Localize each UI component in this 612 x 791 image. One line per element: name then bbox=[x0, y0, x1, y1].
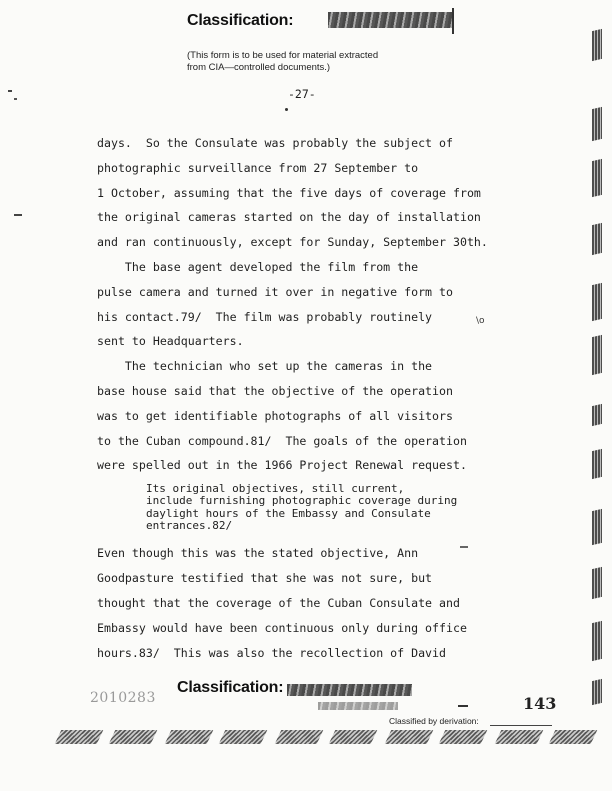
binding-mark bbox=[165, 730, 214, 744]
footer-classification-label: Classification: bbox=[177, 679, 284, 696]
text-line: Goodpasture testified that she was not sure, but bbox=[97, 571, 433, 585]
binding-mark bbox=[592, 159, 602, 197]
text-line: Its original objectives, still current, bbox=[146, 482, 405, 495]
binding-mark bbox=[55, 730, 104, 744]
text-line: Embassy would have been continuous only during office bbox=[97, 621, 467, 635]
form-note bbox=[187, 50, 378, 74]
text-line: photographic surveillance from 27 September to bbox=[97, 160, 419, 175]
stray-dot bbox=[285, 108, 288, 111]
binding-mark bbox=[592, 404, 602, 426]
text-line: pulse camera and turned it over in negative form to bbox=[97, 284, 453, 299]
binding-mark bbox=[592, 449, 602, 479]
form-note-line-2: from CIA—controlled documents.) bbox=[187, 62, 331, 73]
binding-mark bbox=[592, 223, 602, 255]
text-line: was to get identifiable photographs of all visitors bbox=[97, 408, 453, 423]
binding-mark bbox=[495, 730, 544, 744]
header-classification-label: Classification: bbox=[187, 12, 294, 29]
binding-mark bbox=[592, 283, 602, 321]
binding-mark bbox=[592, 509, 602, 545]
header-classification-redaction bbox=[328, 12, 452, 28]
footer-dash bbox=[458, 705, 468, 707]
text-line: The technician who set up the cameras in the bbox=[97, 359, 433, 374]
text-line: entrances.82/ bbox=[146, 518, 233, 532]
margin-speck-4 bbox=[460, 546, 468, 548]
margin-note: \o bbox=[476, 316, 485, 326]
binding-mark bbox=[592, 335, 602, 375]
text-line: 1 October, assuming that the five days of coverage from bbox=[97, 185, 481, 200]
footer-classification-redaction bbox=[287, 684, 412, 696]
binding-mark bbox=[329, 730, 378, 744]
text-line: The base agent developed the film from the bbox=[97, 260, 419, 274]
text-line: to the Cuban compound.81/ The goals of the operation bbox=[97, 433, 467, 448]
margin-speck-2 bbox=[14, 98, 17, 100]
text-line: days. So the Consulate was probably the subject of bbox=[97, 136, 453, 150]
binding-mark bbox=[439, 730, 488, 744]
footer-classification-redaction-2 bbox=[318, 702, 398, 710]
text-line: daylight hours of the Embassy and Consulate bbox=[146, 506, 431, 520]
binding-mark bbox=[592, 29, 602, 61]
header-classification-bar bbox=[452, 8, 454, 34]
binding-mark bbox=[549, 730, 598, 744]
text-line: thought that the coverage of the Cuban Consulate and bbox=[97, 596, 460, 610]
text-line: base house said that the objective of the operation bbox=[97, 384, 453, 398]
text-line: hours.83/ This was also the recollection of David bbox=[97, 646, 447, 660]
binding-mark bbox=[219, 730, 268, 744]
text-line: sent to Headquarters. bbox=[97, 334, 244, 349]
binding-mark bbox=[592, 679, 602, 705]
text-line: include furnishing photographic coverage during bbox=[146, 494, 458, 508]
margin-speck-3 bbox=[14, 214, 22, 216]
text-line: were spelled out in the 1966 Project Renewal request. bbox=[97, 458, 467, 473]
binding-mark bbox=[592, 567, 602, 599]
binding-mark bbox=[592, 621, 602, 661]
binding-mark bbox=[385, 730, 434, 744]
margin-speck-1 bbox=[8, 90, 12, 92]
text-line: his contact.79/ The film was probably routinely bbox=[97, 309, 433, 324]
page-number: -27- bbox=[288, 87, 316, 101]
form-note-line-1: (This form is to be used for material extracted bbox=[187, 50, 379, 61]
footer-derivation-line bbox=[490, 725, 552, 726]
text-line: the original cameras started on the day of installation bbox=[97, 210, 481, 225]
binding-mark bbox=[275, 730, 324, 744]
binding-mark bbox=[592, 107, 602, 141]
text-line: Even though this was the stated objective, Ann bbox=[97, 546, 419, 560]
text-line: and ran continuously, except for Sunday, September 30th. bbox=[97, 235, 488, 250]
binding-mark bbox=[109, 730, 158, 744]
footer-stamp-number: 2010283 bbox=[90, 690, 156, 706]
footer-derivation-label: Classified by derivation: bbox=[389, 716, 479, 726]
footer-page-number: 143 bbox=[523, 694, 557, 713]
